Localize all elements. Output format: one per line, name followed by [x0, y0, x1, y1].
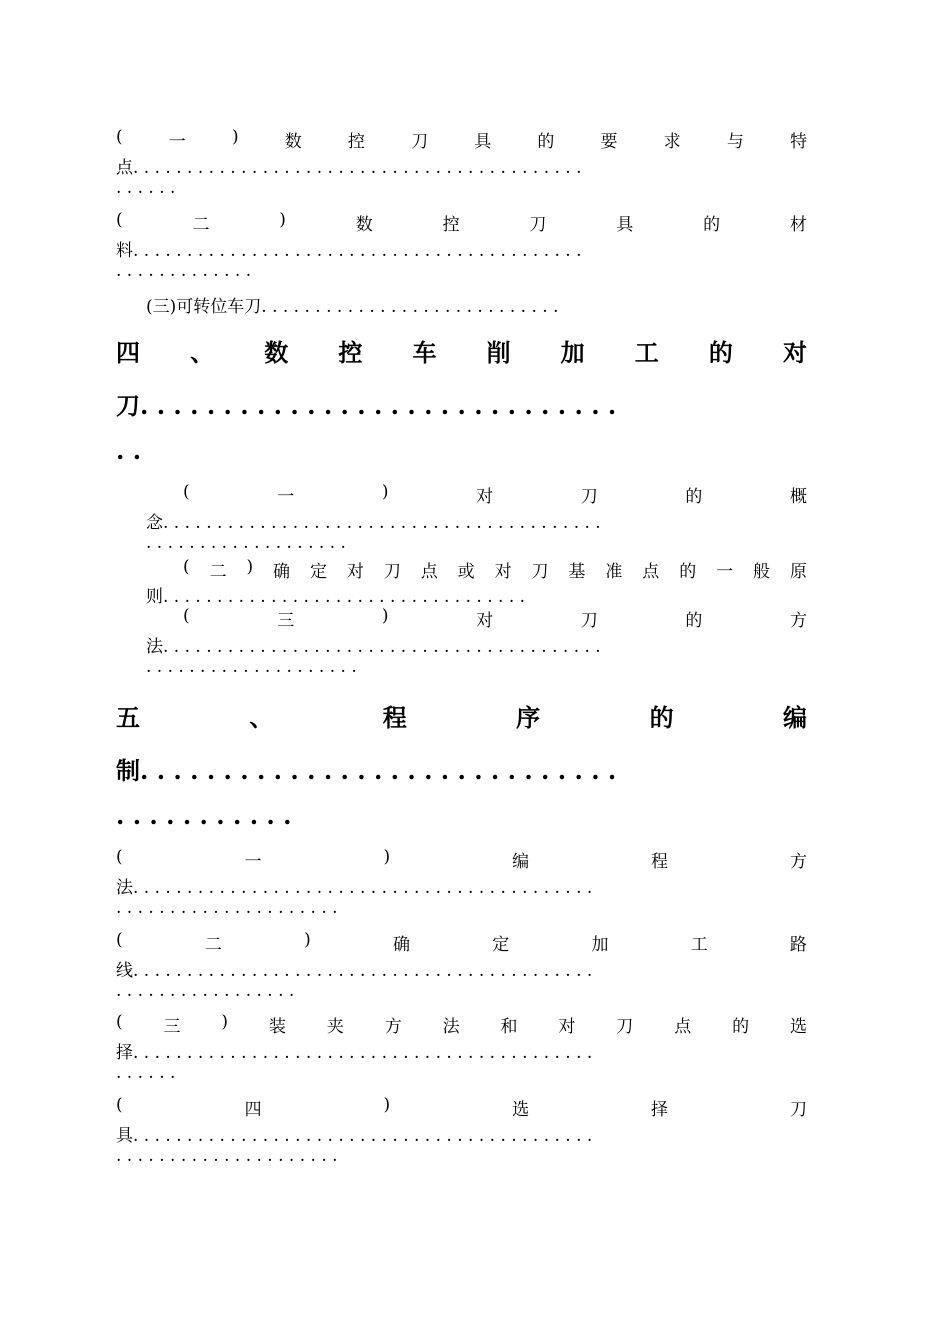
- title-char: ): [304, 930, 311, 950]
- title-char: ): [221, 1012, 229, 1032]
- toc-item-leader-cont: . . . . . . . . . . . . . . . . . . . .: [146, 657, 357, 677]
- toc-item-leader-cont: . . . . . . . . . . . . . . . . .: [116, 981, 295, 1001]
- title-char: 概: [789, 487, 807, 507]
- title-char: 定: [309, 562, 327, 582]
- title-char: (: [116, 930, 123, 950]
- title-char: ): [246, 557, 254, 577]
- toc-item-title: [116, 847, 807, 872]
- title-char: ): [383, 1095, 391, 1115]
- title-char: 刀: [529, 215, 547, 235]
- title-char: 的: [685, 487, 703, 507]
- title-char: 四: [116, 338, 140, 367]
- title-char: 程: [651, 852, 669, 872]
- title-char: 控: [442, 215, 460, 235]
- toc-item-title: [116, 127, 807, 152]
- title-char: 的: [732, 1017, 750, 1037]
- title-char: 、: [190, 338, 215, 367]
- title-char: 三: [277, 611, 295, 631]
- title-char: ): [279, 210, 286, 230]
- title-char: 和: [500, 1017, 518, 1037]
- toc-item-leader: 念. . . . . . . . . . . . . . . . . . . . . . . . . . . . . . . . . . . . . . . . .: [146, 513, 601, 533]
- title-char: 四: [244, 1100, 262, 1120]
- title-char: 程: [382, 703, 407, 732]
- title-char: 对: [494, 562, 512, 582]
- title-char: 具: [474, 132, 492, 152]
- title-char: 求: [663, 132, 681, 152]
- title-char: 点: [420, 562, 438, 582]
- title-char: 一: [277, 487, 295, 507]
- toc-item-leader: 法. . . . . . . . . . . . . . . . . . . . . . . . . . . . . . . . . . . . . . . . .: [146, 637, 601, 657]
- toc-item-leader: 具. . . . . . . . . . . . . . . . . . . . . . . . . . . . . . . . . . . . . . . . . . .: [116, 1126, 593, 1146]
- title-char: 数: [284, 132, 302, 152]
- toc-item-leader-cont: . . . . . . . . . . . . . . . . . . . . .: [116, 898, 338, 918]
- section-heading-leader: 刀. . . . . . . . . . . . . . . . . . . . . . . . . . . . .: [116, 391, 617, 420]
- section-heading-leader-cont: . .: [116, 436, 142, 465]
- title-char: 确: [273, 562, 291, 582]
- toc-item-leader-cont: . . . . . . . . . . . . . . . . . . .: [146, 533, 346, 553]
- title-char: 对: [476, 611, 494, 631]
- toc-item-title: [183, 606, 807, 631]
- title-char: 对: [558, 1017, 576, 1037]
- title-char: 、: [249, 703, 274, 732]
- toc-item-leader: 点. . . . . . . . . . . . . . . . . . . . . . . . . . . . . . . . . . . . . . . . . .: [116, 158, 582, 178]
- title-char: 编: [512, 852, 530, 872]
- title-char: 准: [605, 562, 623, 582]
- title-char: 的: [703, 215, 721, 235]
- title-char: 车: [412, 338, 437, 367]
- title-char: (: [116, 847, 123, 867]
- title-char: 对: [782, 338, 807, 367]
- title-char: 削: [486, 338, 511, 367]
- title-char: 三: [163, 1017, 181, 1037]
- title-char: 数: [264, 338, 289, 367]
- title-char: ): [381, 482, 389, 502]
- title-char: 般: [753, 562, 771, 582]
- toc-item-title: [116, 930, 807, 955]
- toc-item-leader: 则. . . . . . . . . . . . . . . . . . . . . . . . . . . . . . . . . .: [146, 587, 526, 607]
- title-char: 刀: [580, 611, 598, 631]
- toc-item-leader-cont: . . . . . . . . . . . . . . . . . . . . .: [116, 1146, 338, 1166]
- toc-item-leader-cont: . . . . . .: [116, 1063, 176, 1083]
- toc-item-title: [116, 210, 807, 235]
- title-char: 刀: [789, 1100, 807, 1120]
- title-char: 选: [512, 1100, 530, 1120]
- title-char: 一: [244, 852, 262, 872]
- toc-item-title: [116, 1095, 807, 1120]
- title-char: 工: [634, 338, 659, 367]
- toc-item-leader: 择. . . . . . . . . . . . . . . . . . . . . . . . . . . . . . . . . . . . . . . . . . .: [116, 1043, 593, 1063]
- title-char: 点: [674, 1017, 692, 1037]
- title-char: 特: [790, 132, 807, 152]
- title-char: 与: [726, 132, 744, 152]
- title-char: 的: [708, 338, 733, 367]
- title-char: 择: [651, 1100, 669, 1120]
- title-char: 刀: [411, 132, 429, 152]
- title-char: 对: [346, 562, 364, 582]
- title-char: 控: [347, 132, 365, 152]
- title-char: (: [116, 127, 123, 147]
- title-char: 的: [537, 132, 555, 152]
- title-char: (: [116, 210, 123, 230]
- title-char: 或: [457, 562, 475, 582]
- title-char: 五: [116, 703, 140, 732]
- title-char: 具: [616, 215, 634, 235]
- title-char: 二: [192, 215, 210, 235]
- title-char: 二: [209, 562, 227, 582]
- title-char: 一: [168, 132, 186, 152]
- title-char: 的: [685, 611, 703, 631]
- title-char: 编: [782, 703, 807, 732]
- title-char: 方: [789, 852, 807, 872]
- title-char: 对: [476, 487, 494, 507]
- title-char: 夹: [326, 1017, 344, 1037]
- title-char: (: [183, 482, 190, 502]
- title-char: 工: [690, 935, 708, 955]
- title-char: 序: [516, 703, 541, 732]
- section-heading: [116, 698, 807, 733]
- title-char: 定: [492, 935, 510, 955]
- toc-item-title: [183, 557, 807, 582]
- title-char: 刀: [580, 487, 598, 507]
- toc-item-title: [183, 482, 807, 507]
- title-char: 方: [789, 611, 807, 631]
- title-char: 一: [716, 562, 734, 582]
- title-char: 要: [600, 132, 618, 152]
- toc-item-single: (三)可转位车刀. . . . . . . . . . . . . . . . . . . . . . . . . . . .: [146, 297, 559, 317]
- toc-item-leader: 料. . . . . . . . . . . . . . . . . . . . . . . . . . . . . . . . . . . . . . . . . .: [116, 241, 582, 261]
- title-char: (: [116, 1012, 123, 1032]
- title-char: 二: [204, 935, 222, 955]
- title-char: 数: [355, 215, 373, 235]
- toc-item-title: [116, 1012, 807, 1037]
- title-char: 刀: [383, 562, 401, 582]
- title-char: 点: [642, 562, 660, 582]
- section-heading-leader-cont: . . . . . . . . . . .: [116, 801, 292, 830]
- title-char: 路: [789, 935, 807, 955]
- title-char: 刀: [616, 1017, 634, 1037]
- title-char: 加: [560, 338, 585, 367]
- title-char: 的: [649, 703, 674, 732]
- toc-item-leader: 法. . . . . . . . . . . . . . . . . . . . . . . . . . . . . . . . . . . . . . . . . . .: [116, 878, 593, 898]
- title-char: 的: [679, 562, 697, 582]
- toc-item-leader-cont: . . . . . .: [116, 178, 176, 198]
- title-char: ): [383, 847, 391, 867]
- section-heading: [116, 333, 807, 368]
- title-char: (: [183, 557, 190, 577]
- title-char: 方: [384, 1017, 402, 1037]
- title-char: ): [231, 127, 239, 147]
- title-char: 材: [789, 215, 807, 235]
- title-char: 原: [789, 562, 807, 582]
- toc-item-leader-cont: . . . . . . . . . . . . .: [116, 261, 252, 281]
- section-heading-leader: 制. . . . . . . . . . . . . . . . . . . . . . . . . . . . .: [116, 756, 617, 785]
- title-char: (: [183, 606, 190, 626]
- title-char: 装: [268, 1017, 286, 1037]
- title-char: 法: [442, 1017, 460, 1037]
- title-char: 确: [392, 935, 410, 955]
- title-char: 控: [338, 338, 363, 367]
- toc-item-leader: 线. . . . . . . . . . . . . . . . . . . . . . . . . . . . . . . . . . . . . . . . . . .: [116, 961, 593, 981]
- title-char: 刀: [531, 562, 549, 582]
- title-char: 选: [789, 1017, 807, 1037]
- title-char: 加: [591, 935, 609, 955]
- title-char: ): [381, 606, 389, 626]
- title-char: (: [116, 1095, 123, 1115]
- title-char: 基: [568, 562, 586, 582]
